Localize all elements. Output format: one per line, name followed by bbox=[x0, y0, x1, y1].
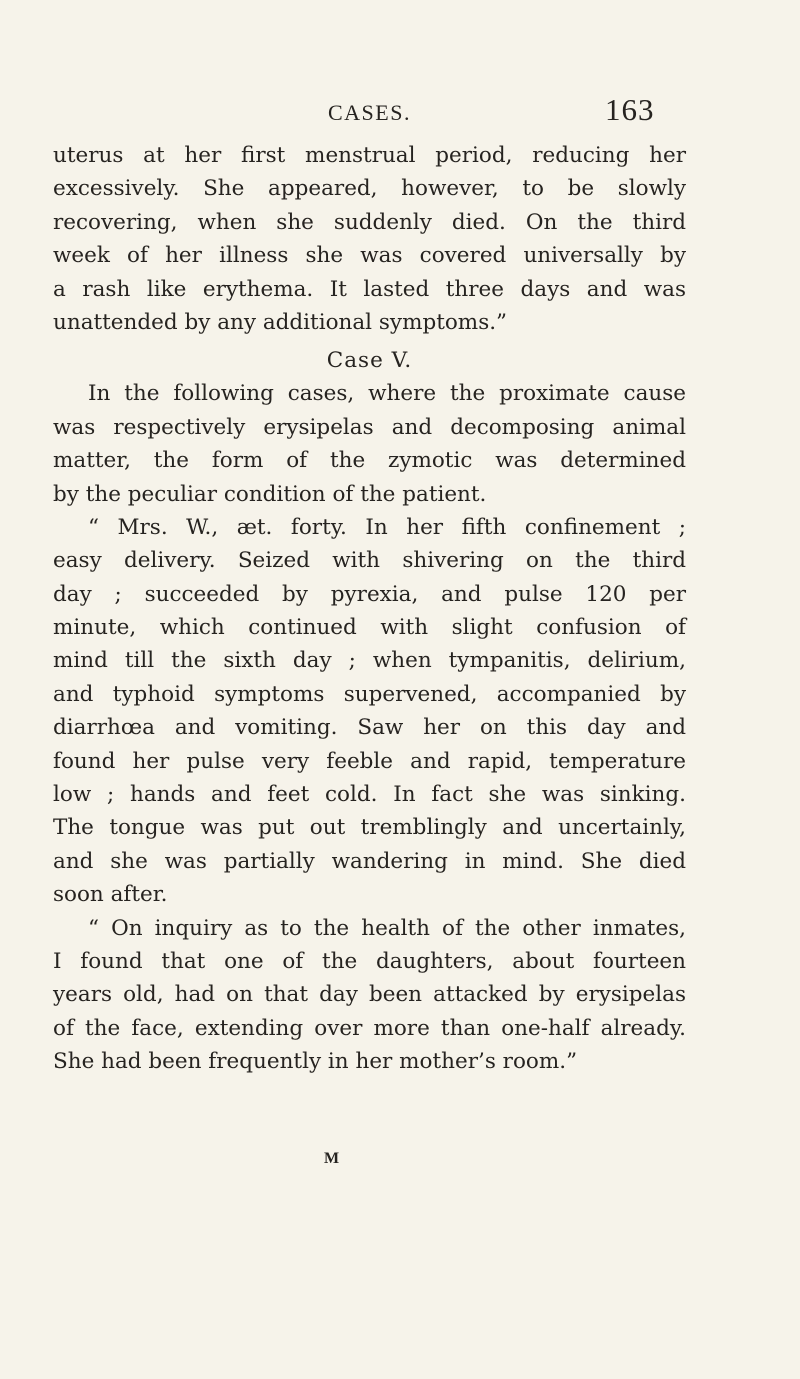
text-line: recovering, when she suddenly died. On the third bbox=[53, 209, 686, 235]
page-number: 163 bbox=[605, 92, 655, 127]
text-line: of the face, extending over more than one-half already. bbox=[53, 1015, 686, 1041]
body-text bbox=[53, 139, 686, 1079]
text-line: found her pulse very feeble and rapid, temperature bbox=[53, 748, 686, 774]
text-line: In the following cases, where the proximate cause bbox=[88, 381, 686, 407]
text-line: The tongue was put out tremblingly and uncertainly, bbox=[53, 815, 686, 841]
text-line: minute, which continued with slight confusion of bbox=[53, 615, 686, 641]
text-line: excessively. She appeared, however, to be slowly bbox=[53, 176, 686, 202]
text-line: “ Mrs. W., æt. forty. In her fifth confinement ; bbox=[88, 514, 686, 540]
text-line: low ; hands and feet cold. In fact she was sinking. bbox=[53, 782, 686, 808]
text-line: day ; succeeded by pyrexia, and pulse 120 per bbox=[53, 581, 686, 607]
text-line: She had been frequently in her mother’s room.” bbox=[53, 1049, 578, 1075]
running-head bbox=[0, 92, 800, 136]
text-line: diarrhœa and vomiting. Saw her on this day and bbox=[53, 715, 686, 741]
text-line: a rash like erythema. It lasted three days and was bbox=[53, 276, 686, 302]
text-line: I found that one of the daughters, about fourteen bbox=[53, 948, 686, 974]
text-line: years old, had on that day been attacked by erysipelas bbox=[53, 982, 686, 1008]
text-line: uterus at her first menstrual period, reducing her bbox=[53, 143, 686, 168]
text-line: and typhoid symptoms supervened, accompanied by bbox=[53, 681, 686, 707]
text-line: easy delivery. Seized with shivering on the third bbox=[53, 548, 686, 574]
running-title: CASES. bbox=[328, 100, 411, 125]
signature-mark: M bbox=[324, 1150, 340, 1167]
text-line: unattended by any additional symptoms.” bbox=[53, 309, 508, 335]
text-line: was respectively erysipelas and decomposing animal bbox=[53, 414, 686, 440]
text-line: soon after. bbox=[53, 882, 168, 908]
section-heading: Case V. bbox=[326, 348, 413, 374]
text-line: “ On inquiry as to the health of the other inmates, bbox=[88, 915, 686, 941]
text-line: mind till the sixth day ; when tympanitis, delirium, bbox=[53, 648, 686, 674]
text-line: week of her illness she was covered universally by bbox=[53, 243, 686, 269]
text-line: and she was partially wandering in mind. She died bbox=[53, 848, 686, 874]
text-line: matter, the form of the zymotic was determined bbox=[53, 448, 686, 474]
text-line: by the peculiar condition of the patient. bbox=[53, 481, 487, 507]
